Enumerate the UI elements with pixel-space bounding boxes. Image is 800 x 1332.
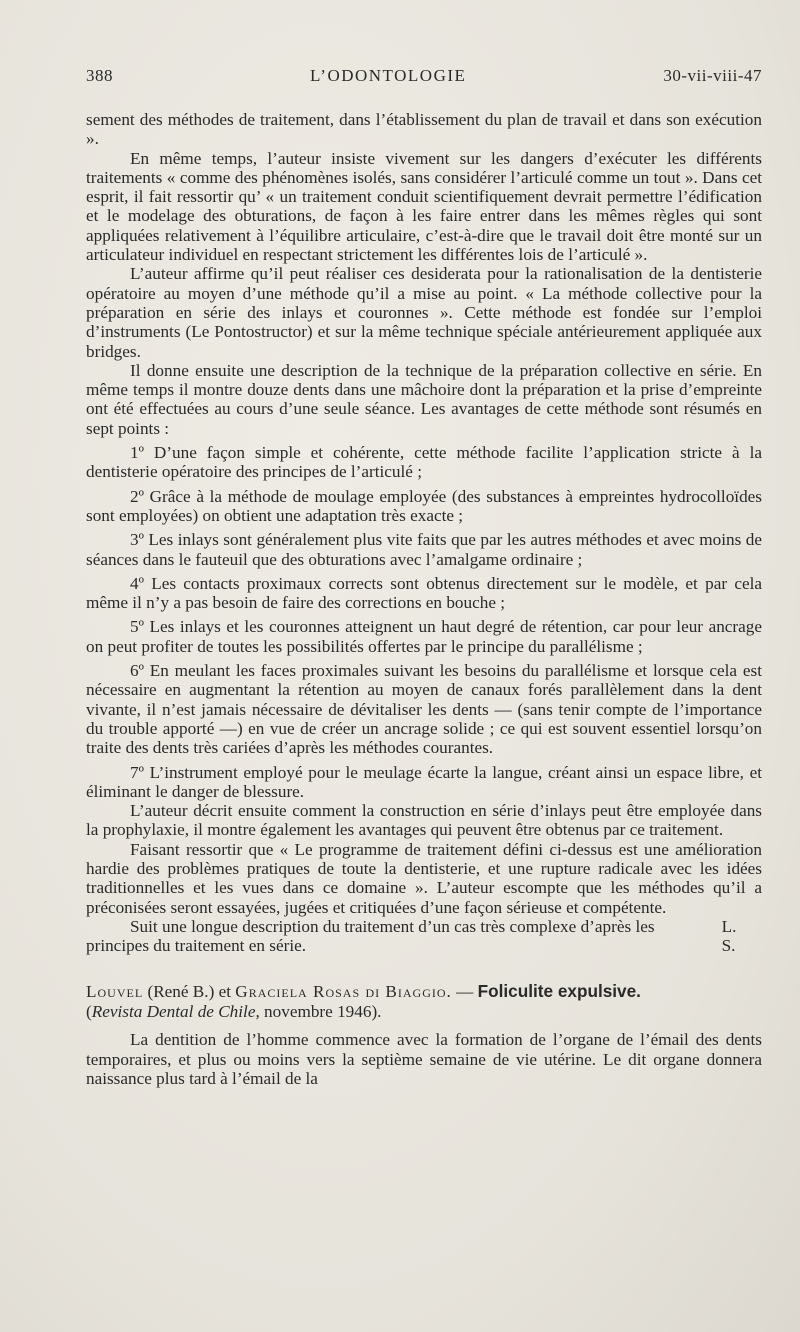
advantage-point: 6º En meulant les faces proximales suivant les besoins du parallélisme et lorsque cela est nécessaire en augmentant la rétention au moyen de canaux forés parallèlement dans la dent vivante, il n’est jamais nécessaire de dévitaliser les dents — (sans tenir compte de l’importance du trouble apporté —) en vue de créer un ancrage solide ; ce qui est souvent essentiel lorsqu’on traite des dents très cariées d’après les méthodes courantes.	[86, 661, 762, 758]
paragraph: Suit une longue description du traitement d’un cas très complexe d’après les principes du traitement en série.	[86, 916, 655, 956]
author-name: Louvel	[86, 982, 144, 1002]
paragraph: En même temps, l’auteur insiste vivement sur les dangers d’exécuter les différents traitements « comme des phénomènes isolés, sans considérer l’articulé comme un tout ». Dans cet esprit, il fait ressortir qu’ « un traitement conduit scientifiquement devrait permettre l’édification et le modelage des obturations, de façon à les faire entrer dans les mêmes règles qui sont appliquées relativement à l’équilibre articulaire, c’est-à-dire que le travail doit être monté sur un articulateur individuel en respectant strictement les différentes lois de l’articulé ».	[86, 148, 762, 265]
page-number: 388	[86, 66, 113, 85]
advantage-point: 5º Les inlays et les couronnes atteignent un haut degré de rétention, car pour leur ancrage on peut profiter de toutes les possibilités offertes par le principe du parallélisme ;	[86, 617, 762, 656]
paragraph: Faisant ressortir que « Le programme de traitement défini ci-dessus est une amélioration hardie des problèmes pratiques de toute la dentisterie, et une rupture radicale avec les idées traditionnelles et les vues dans ce domaine ». L’auteur escompte que les méthodes qu’il a préconisées seront essayées, jugées et critiquées d’une façon sérieuse et compétente.	[86, 839, 762, 917]
next-review-reference: Louvel (René B.) et Graciela Rosas di Biaggio. — Foliculite expulsive. (Revista Dental de Chile, novembre 1946). La dentition de l’homme commence avec la formation de l’organe de l’émail des dents temporaires, et plus ou moins vers la septième semaine de vie utérine. Le dit organe donnera naissance plus tard à l’émail de la	[86, 981, 762, 1089]
author-name: Graciela Rosas di Biaggio.	[235, 982, 452, 1002]
source-journal: Revista Dental de Chile,	[91, 1002, 260, 1022]
review-title: Foliculite expulsive.	[477, 981, 641, 1002]
advantage-point: 1º D’une façon simple et cohérente, cette méthode facilite l’application stricte à la dentisterie opératoire des principes de l’articulé ;	[86, 443, 762, 482]
paragraph: L’auteur affirme qu’il peut réaliser ces desiderata pour la rationalisation de la dentisterie opératoire au moyen d’une méthode qu’il a mise au point. « La méthode collective pour la préparation en série des inlays et couronnes ». Cette méthode est fondée sur l’emploi d’instruments (Le Pontostructor) et sur la même technique spéciale antérieurement appliquée aux bridges.	[86, 264, 762, 361]
journal-title: L’ODONTOLOGIE	[309, 66, 467, 85]
paragraph: L’auteur décrit ensuite comment la construction en série d’inlays peut être employée dans la prophylaxie, il montre également les avantages qui peuvent être obtenus par ce traitement.	[86, 801, 762, 840]
reviewer-signature: L. S.	[721, 916, 737, 956]
page-header	[86, 66, 762, 86]
paragraph: sement des méthodes de traitement, dans l’établissement du plan de travail et dans son exécution ».	[86, 110, 762, 149]
article-body	[86, 110, 762, 955]
advantage-point: 4º Les contacts proximaux corrects sont obtenus directement sur le modèle, et par cela même il n’y a pas besoin de faire des corrections en bouche ;	[86, 573, 762, 613]
advantage-point: 7º L’instrument employé pour le meulage écarte la langue, créant ainsi un espace libre, et éliminant le danger de blessure.	[86, 762, 762, 801]
author-given-name: (René B.) et	[147, 982, 231, 1002]
separator-dash: —	[456, 982, 474, 1002]
source-issue: novembre 1946).	[264, 1002, 382, 1022]
issue-date: 30-vii-viii-47	[663, 66, 762, 85]
advantage-point: 3º Les inlays sont généralement plus vite faits que par les autres méthodes et avec moins de séances dans le fauteuil que des obturations avec l’amalgame ordinaire ;	[86, 530, 762, 569]
advantage-point: 2º Grâce à la méthode de moulage employée (des substances à empreintes hydrocolloïdes sont employées) on obtient une adaptation très exacte ;	[86, 486, 762, 525]
paragraph: La dentition de l’homme commence avec la formation de l’organe de l’émail des dents temporaires, et plus ou moins vers la septième semaine de vie utérine. Le dit organe donnera naissance plus tard à l’émail de la	[86, 1030, 762, 1089]
final-paragraph	[86, 917, 762, 956]
paragraph: Il donne ensuite une description de la technique de la préparation collective en série. En même temps il montre douze dents dans une mâchoire dont la préparation et la prise d’empreinte ont été effectuées au cours d’une seule séance. Les avantages de cette méthode sont résumés en sept points :	[86, 360, 762, 438]
